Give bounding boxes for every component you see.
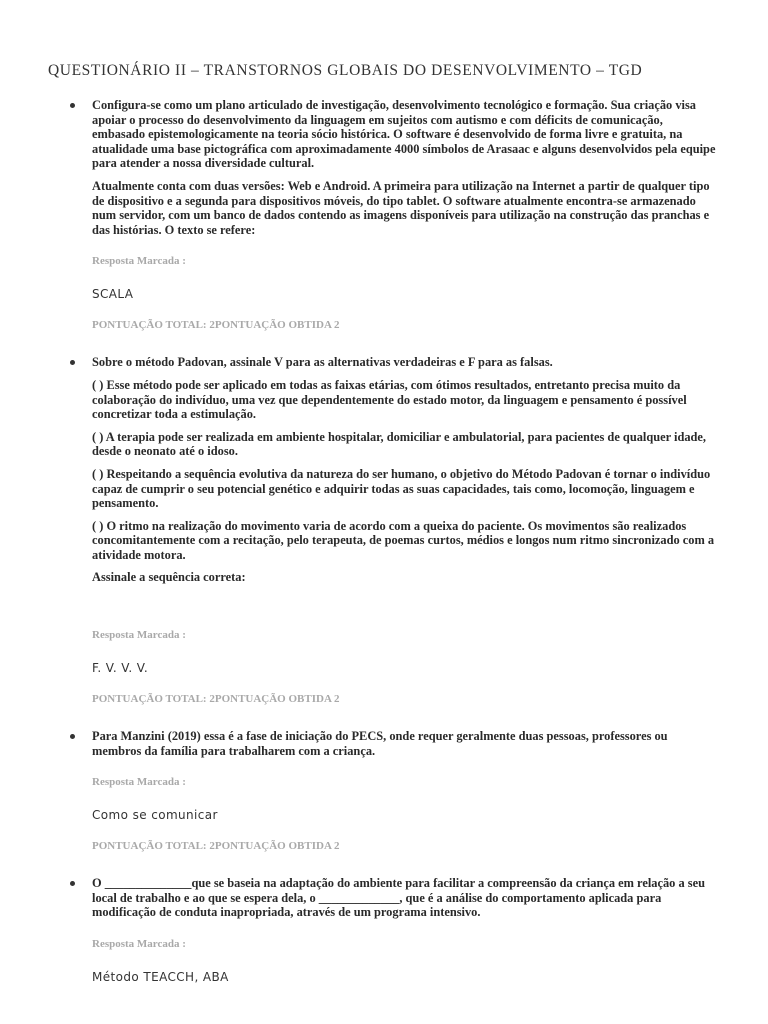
question-paragraph: Sobre o método Padovan, assinale V para as alternativas verdadeiras e F para as falsas.: [92, 355, 553, 370]
question-statement: [92, 355, 718, 585]
score-line: PONTUAÇÃO TOTAL: 2PONTUAÇÃO OBTIDA 2: [92, 319, 340, 332]
marked-answer: Como se comunicar: [92, 808, 218, 823]
question-paragraph: ( ) A terapia pode ser realizada em ambiente hospitalar, domiciliar e ambulatorial, para pacientes de qualquer idade, desde o neonato até o idoso.: [92, 429, 707, 459]
answer-label: Resposta Marcada :: [92, 255, 186, 268]
question-statement: [92, 729, 718, 758]
question-paragraph: Para Manzini (2019) essa é a fase de iniciação do PECS, onde requer geralmente duas pessoas, professores ou membros da família para trabalharem com a criança.: [92, 729, 668, 758]
page-title: QUESTIONÁRIO II – TRANSTORNOS GLOBAIS DO DESENVOLVIMENTO – TGD: [48, 62, 643, 79]
answer-label: Resposta Marcada :: [92, 776, 186, 789]
question-paragraph: ( ) Respeitando a sequência evolutiva da natureza do ser humano, o objetivo do Método Padovan é tornar o indivíduo capaz de cumprir o seu potencial genético e adquirir todas as suas capacidades, tais como, locomoção, linguagem e pensamento.: [92, 466, 711, 511]
question-paragraph: Atualmente conta com duas versões: Web e Android. A primeira para utilização na Internet a partir de qualquer tipo de dispositivo e a segunda para dispositivos móveis, do tipo tablet. O software atualmente encontra-se armazenado num servidor, com um banco de dados contendo as imagens disponíveis para utilização na construção das pranchas e das histórias. O texto se refere:: [92, 178, 710, 237]
marked-answer: SCALA: [92, 287, 134, 302]
question-paragraph: Configura-se como um plano articulado de investigação, desenvolvimento tecnológico e formação. Sua criação visa apoiar o processo do desenvolvimento da linguagem em sujeitos com autismo e com déficits de comunicação, embasado epistemologicamente na teoria sócio histórica. O software é desenvolvido de forma livre e gratuita, na atualidade uma base pictográfica com aproximadamente 4000 símbolos de Arasaac e alguns desenvolvidos pela equipe para atender a nossa diversidade cultural.: [92, 98, 716, 171]
score-line: PONTUAÇÃO TOTAL: 2PONTUAÇÃO OBTIDA 2: [92, 693, 340, 706]
score-line: PONTUAÇÃO TOTAL: 2PONTUAÇÃO OBTIDA 2: [92, 840, 340, 853]
question-paragraph: Assinale a sequência correta:: [92, 570, 246, 585]
question-statement: [92, 98, 718, 237]
answer-label: Resposta Marcada :: [92, 938, 186, 951]
question-paragraph: ( ) Esse método pode ser aplicado em todas as faixas etárias, com ótimos resultados, entretanto precisa muito da colaboração do indivíduo, uma vez que dependentemente do estado motor, da linguagem e pensamento é possível concretizar toda a estimulação.: [92, 377, 687, 422]
question-statement: [92, 876, 718, 920]
marked-answer: F. V. V. V.: [92, 661, 149, 676]
marked-answer: Método TEACCH, ABA: [92, 970, 229, 985]
question-item: [48, 876, 718, 984]
question-paragraph: ( ) O ritmo na realização do movimento varia de acordo com a queixa do paciente. Os movimentos são realizados concomitantemente com a recitação, pelo terapeuta, de poemas curtos, médios e longos num ritmo sincronizado com a atividade motora.: [92, 518, 715, 562]
question-item: [48, 98, 718, 331]
answer-label: Resposta Marcada :: [92, 629, 186, 642]
question-item: [48, 355, 718, 705]
question-item: [48, 729, 718, 852]
question-paragraph: O ______________que se baseia na adaptação do ambiente para facilitar a compreensão da criança em relação a seu local de trabalho e ao que se espera dela, o _____________, que é a análise do comportamento aplicada para modificação de conduta inapropriada, através de um programa intensivo.: [92, 876, 705, 920]
question-list: [48, 98, 718, 984]
